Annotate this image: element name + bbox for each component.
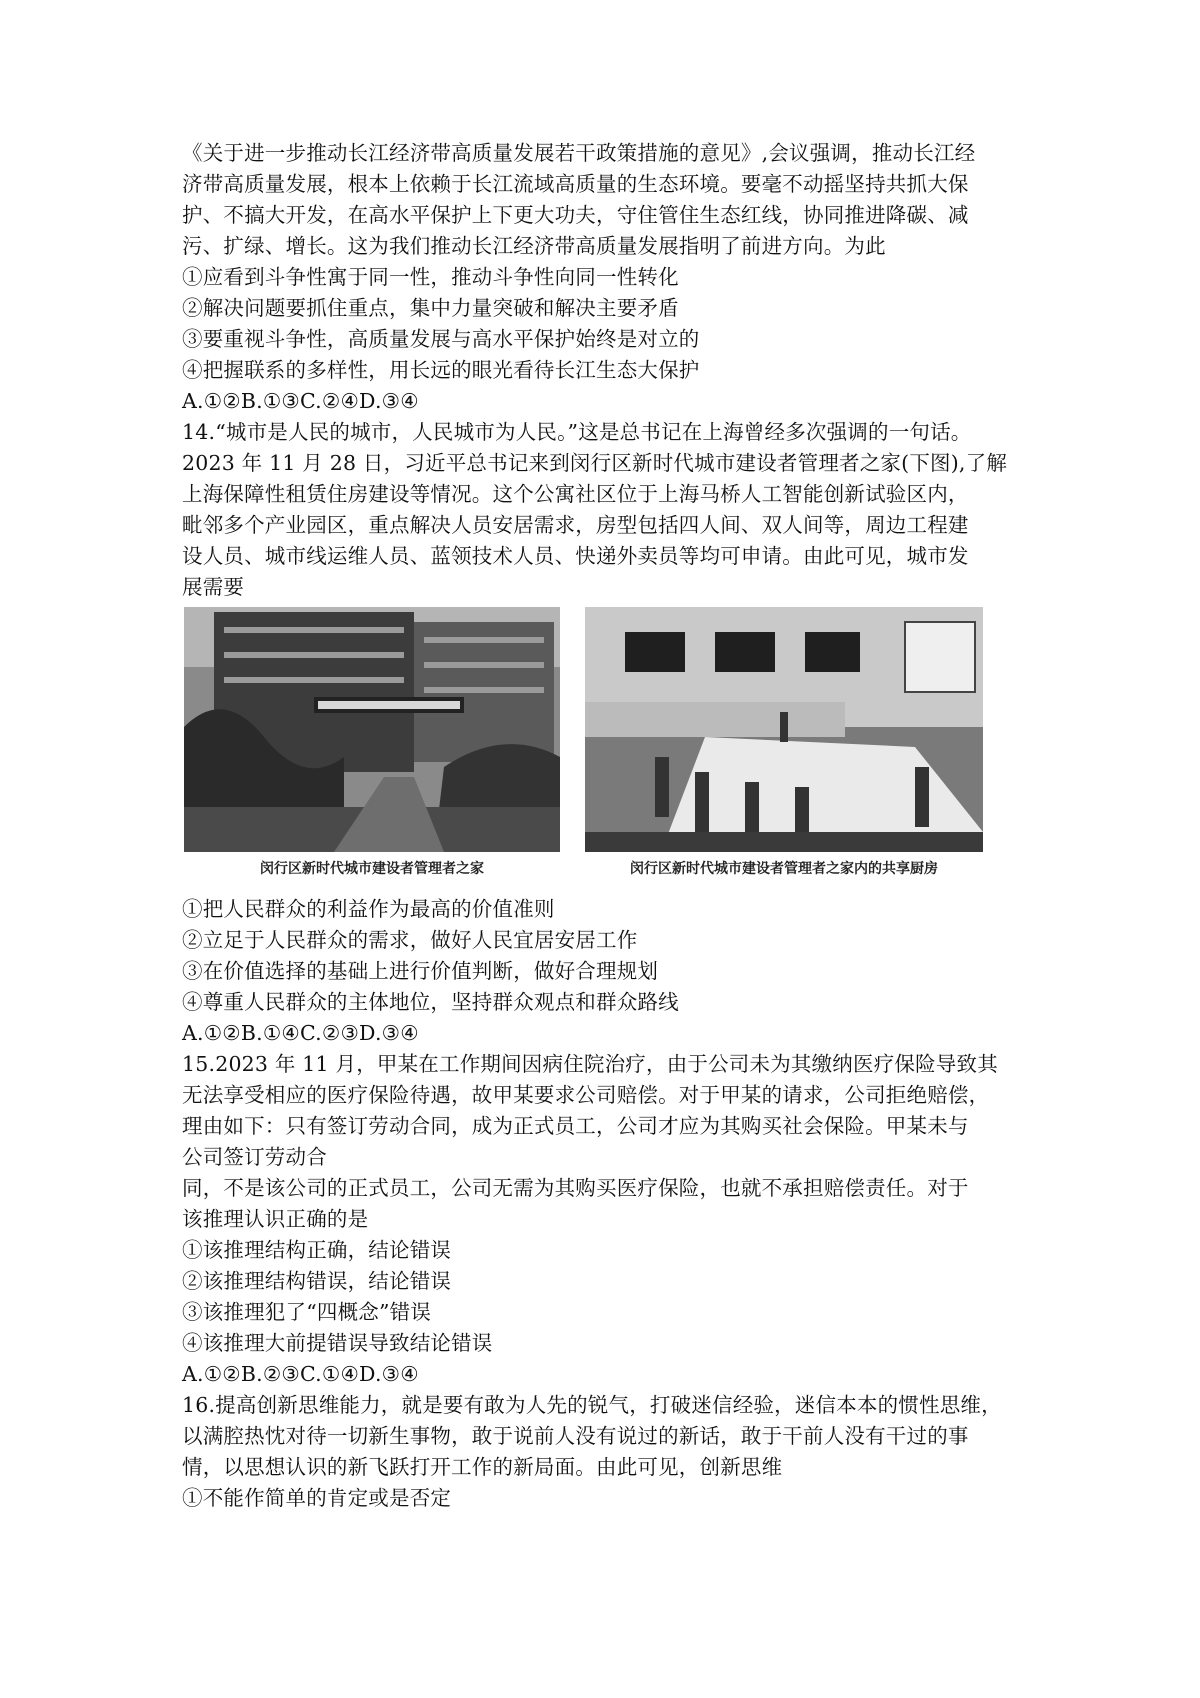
q14-photos [182,607,1030,890]
q14-stem-line: 上海保障性租赁住房建设等情况。这个公寓社区位于上海马桥人工智能创新试验区内， [182,482,969,506]
q13-stem [182,138,1030,262]
q14-stem-line: 14.“城市是人民的城市，人民城市为人民。”这是总书记在上海曾经多次强调的一句话。 [182,420,972,444]
q15-option: ①该推理结构正确，结论错误 [182,1238,452,1262]
q14-stem-line: 毗邻多个产业园区，重点解决人员安居需求，房型包括四人间、双人间等，周边工程建 [182,513,969,537]
q16-options [182,1483,1030,1514]
q14-options [182,894,1030,1018]
building-photo [184,607,560,878]
q13-options [182,262,1030,386]
q13-option: ①应看到斗争性寓于同一性，推动斗争性向同一性转化 [182,265,679,289]
q14-option: ③在价值选择的基础上进行价值判断，做好合理规划 [182,959,659,983]
q14-stem [182,417,1030,603]
q15-stem [182,1049,1030,1235]
q13-option: ③要重视斗争性，高质量发展与高水平保护始终是对立的 [182,327,700,351]
q13-stem-line: 济带高质量发展，根本上依赖于长江流域高质量的生态环境。要毫不动摇坚持共抓大保 [182,172,969,196]
q16-stem [182,1390,1030,1483]
q15-stem-line: 理由如下：只有签订劳动合同，成为正式员工，公司才应为其购买社会保险。甲某未与 [182,1114,969,1138]
q14-option: ①把人民群众的利益作为最高的价值准则 [182,897,555,921]
q16-stem-line: 以满腔热忱对待一切新生事物，敢于说前人没有说过的新话，敢于干前人没有干过的事 [182,1424,969,1448]
q15-stem-line: 该推理认识正确的是 [182,1207,369,1231]
q13-option: ④把握联系的多样性，用长远的眼光看待长江生态大保护 [182,358,700,382]
q13-choices: A.①②B.①③C.②④D.③④ [182,389,419,413]
q14-stem-line: 2023 年 11 月 28 日，习近平总书记来到闵行区新时代城市建设者管理者之家(下图),了解 [182,451,1008,475]
q14-option: ④尊重人民群众的主体地位，坚持群众观点和群众路线 [182,990,679,1014]
q14-stem-line: 设人员、城市线运维人员、蓝领技术人员、快递外卖员等均可申请。由此可见，城市发 [182,544,969,568]
q14-option: ②立足于人民群众的需求，做好人民宜居安居工作 [182,928,638,952]
q14-choices: A.①②B.①④C.②③D.③④ [182,1021,419,1045]
q15-option: ②该推理结构错误，结论错误 [182,1269,452,1293]
q13-option: ②解决问题要抓住重点，集中力量突破和解决主要矛盾 [182,296,679,320]
building-photo-image [184,607,560,852]
kitchen-photo [585,607,983,878]
q15-choices: A.①②B.②③C.①④D.③④ [182,1362,419,1386]
kitchen-photo-caption: 闵行区新时代城市建设者管理者之家内的共享厨房 [630,861,938,877]
q16-stem-line: 情，以思想认识的新飞跃打开工作的新局面。由此可见，创新思维 [182,1455,783,1479]
q15-stem-line: 同，不是该公司的正式员工，公司无需为其购买医疗保险，也就不承担赔偿责任。对于 [182,1176,969,1200]
q13-stem-line: 护、不搞大开发，在高水平保护上下更大功夫，守住管住生态红线，协同推进降碳、减 [182,203,969,227]
building-photo-caption: 闵行区新时代城市建设者管理者之家 [260,861,484,877]
q13-stem-line: 《关于进一步推动长江经济带高质量发展若干政策措施的意见》,会议强调，推动长江经 [182,141,976,165]
q14-stem-line: 展需要 [182,575,245,599]
q16-option: ①不能作简单的肯定或是否定 [182,1486,452,1510]
q15-option: ③该推理犯了“四概念”错误 [182,1300,432,1324]
q15-stem-line: 无法享受相应的医疗保险待遇，故甲某要求公司赔偿。对于甲某的请求，公司拒绝赔偿， [182,1083,990,1107]
q15-stem-line: 15.2023 年 11 月，甲某在工作期间因病住院治疗，由于公司未为其缴纳医疗保险导致其 [182,1052,998,1076]
kitchen-photo-image [585,607,983,852]
q16-stem-line: 16.提高创新思维能力，就是要有敢为人先的锐气，打破迷信经验，迷信本本的惯性思维， [182,1393,1002,1417]
q15-options [182,1235,1030,1359]
q15-stem-line: 公司签订劳动合 [182,1145,327,1169]
exam-page [182,138,1030,1514]
q13-stem-line: 污、扩绿、增长。这为我们推动长江经济带高质量发展指明了前进方向。为此 [182,234,886,258]
q15-option: ④该推理大前提错误导致结论错误 [182,1331,493,1355]
